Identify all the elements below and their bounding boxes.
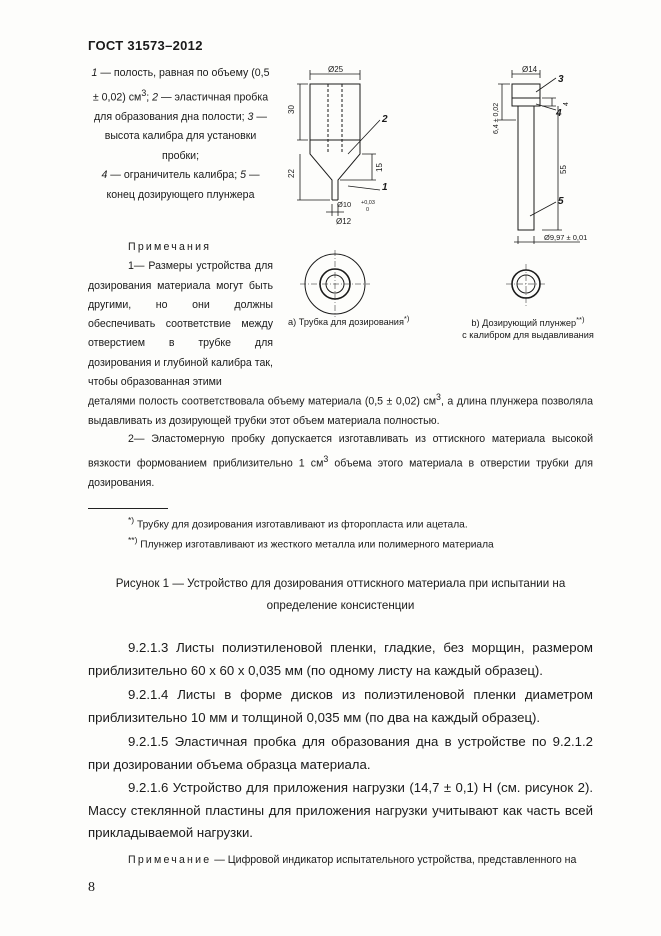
figure-caption-b (448, 314, 608, 341)
plunger-rod (518, 106, 534, 230)
caption-a-mark: *) (403, 314, 410, 323)
legend-text-2: — эластичная пробка для образования дна полости; (93, 91, 269, 123)
legend-num-5: 5 (240, 169, 246, 182)
note-title: Примечания (128, 241, 212, 253)
dim-a-h1: 30 (287, 105, 296, 114)
legend-text-5: — конец дозирующего плунжера (106, 169, 260, 201)
note-item-2 (88, 430, 593, 493)
paragraph-text: Листы в форме дисков из полиэтиленовой пленки диаметром приблизительно 10 мм и толщиной 0,035 мм (по два на каждый образец). (88, 687, 593, 725)
paragraph-9-2-1-6 (88, 777, 593, 845)
bottom-note (88, 851, 593, 871)
bottom-note-label: Примечание (128, 854, 212, 866)
legend-text-1: — полость, равная по объему (0,5 ± 0,02) см (92, 67, 270, 104)
paragraph-text: Устройство для приложения нагрузки (14,7 ± 0,1) Н (см. рисунок 2). Массу стеклянной пластины для приложения нагрузки учитывают как часть всей прикладываемой нагрузки. (88, 780, 593, 840)
figure-caption-a (288, 314, 409, 327)
dim-a-tol-up: +0,03 (361, 200, 375, 206)
dim-a-bottom: Ø12 (336, 217, 352, 226)
caption-b-mark: **) (576, 315, 585, 324)
legend-sup: 3 (141, 87, 147, 98)
callout-3: 3 (558, 74, 564, 85)
footnote-1-text: Трубку для дозирования изготавливают из фторопласта или ацетала. (134, 519, 468, 531)
note-item-1-cont (88, 388, 593, 432)
note-item-1-cont-a: деталями полость соответствовала объему материала (0,5 ± 0,02) см (88, 395, 437, 408)
caption-a-text: a) Трубка для дозирования (288, 317, 404, 328)
figure-caption: Рисунок 1 — Устройство для дозирования оттискного материала при испытании на определение консистенции (115, 577, 566, 612)
figure-drawing (280, 62, 610, 317)
dim-a-top: Ø25 (328, 65, 344, 74)
callout-5: 5 (558, 196, 564, 207)
callout-4: 4 (556, 108, 562, 119)
callout-1: 1 (382, 182, 388, 193)
caption-b-line2: с калибром для выдавливания (462, 330, 594, 341)
dim-b-top: Ø14 (522, 65, 538, 74)
paragraph-text: Эластичная пробка для образования дна в устройстве по 9.2.1.2 при дозировании объема образца материала. (88, 734, 593, 772)
paragraph-9-2-1-3 (88, 637, 593, 682)
dim-a-cal: 15 (375, 163, 384, 172)
dim-b-bottom: Ø9,97 ± 0,01 (544, 233, 588, 242)
note-item-1-left: 1— Размеры устройства для дозирования материала могут быть другими, но они должны обеспечивать соответствие между отверстием в трубке для дозирования и глубиной калибра так, чтобы образованная этими (88, 260, 273, 389)
legend-num-3: 3 (247, 110, 254, 123)
legend-num-4: 4 (101, 169, 108, 182)
caption-b-line1: b) Дозирующий плунжер (471, 318, 577, 329)
dim-b-stop: 4 (563, 102, 570, 106)
note-item-2-b: объема этого материала в отверстии трубки для дозирования. (88, 457, 593, 489)
page-number: 8 (88, 880, 95, 895)
footnote-1-mark: *) (128, 515, 135, 525)
footnote-1 (128, 515, 468, 530)
paragraph-text: Листы полиэтиленовой пленки, гладкие, без морщин, размером приблизительно 60 x 60 x 0,035 мм (по одному листу на каждый образец). (88, 640, 593, 678)
note-item-2-a: 2— Эластомерную пробку допускается изготавливать из оттискного материала высокой вязкости формованием приблизительно 1 см (88, 433, 593, 470)
note-item-2-sup: 3 (323, 453, 329, 464)
footnote-separator (88, 508, 168, 509)
paragraph-9-2-1-4 (88, 684, 593, 729)
tube-upper-body (310, 84, 360, 140)
paragraph-number: 9.2.1.6 (128, 780, 169, 795)
legend-num-2: 2 (152, 91, 159, 104)
dim-b-len: 55 (559, 165, 568, 174)
legend-text-4: — ограничитель калибра; (107, 169, 241, 182)
paragraph-9-2-1-5 (88, 731, 593, 776)
figure-legend (88, 64, 273, 205)
tube-bore (328, 84, 342, 154)
bottom-note-text: — Цифровой индикатор испытательного устройства, представленного на (211, 854, 577, 866)
note-item-1-cont-b: , а длина плунжера позволяла выдавливать из дозирующей трубки этот объем материала полностью. (88, 395, 593, 428)
note-item-1-sup: 3 (436, 392, 441, 402)
plunger-head (512, 84, 540, 106)
callout-2: 2 (382, 114, 388, 125)
paragraph-number: 9.2.1.4 (128, 687, 169, 702)
dim-b-cal: 6,4 ± 0,02 (493, 102, 500, 134)
footnote-2 (128, 535, 494, 550)
dim-a-h2: 22 (287, 169, 296, 178)
paragraph-number: 9.2.1.3 (128, 640, 169, 655)
legend-num-1: 1 (91, 67, 98, 79)
dim-a-tol-dn: 0 (366, 207, 370, 213)
paragraph-number: 9.2.1.5 (128, 734, 169, 749)
legend-sep: ; (146, 91, 153, 104)
footnote-2-text: Плунжер изготавливают из жесткого металла или полимерного материала (137, 539, 494, 551)
legend-text-3: — высота калибра для установки пробки; (104, 110, 267, 162)
note-block (88, 238, 273, 392)
dim-a-hole: Ø10 (337, 200, 352, 209)
footnote-2-mark: **) (128, 535, 138, 545)
document-header: ГОСТ 31573–2012 (88, 38, 203, 53)
